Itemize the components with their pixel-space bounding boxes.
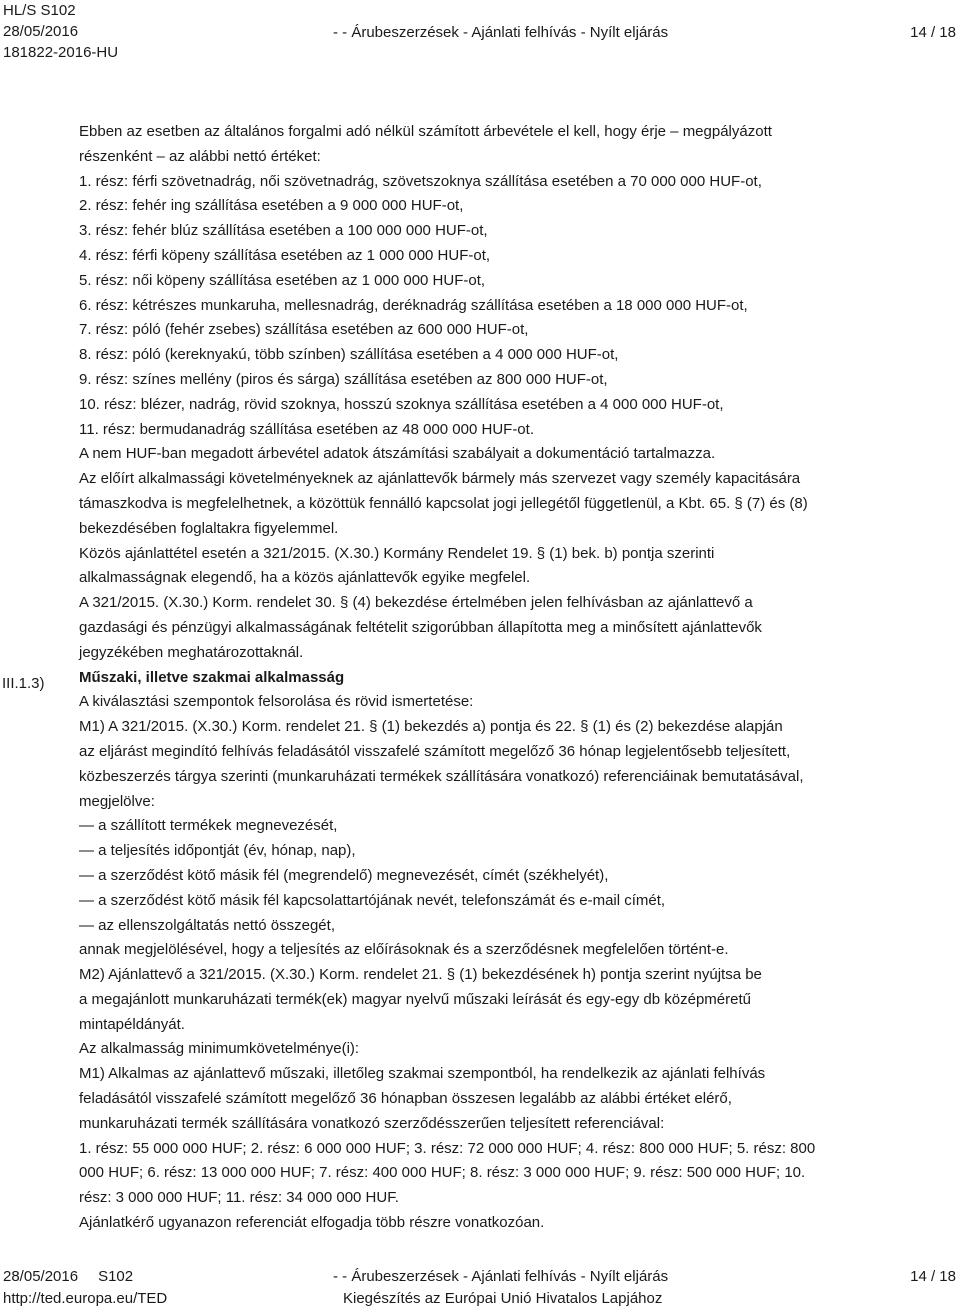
footer-page: 14 / 18 [910,1268,956,1285]
text-line: feladásától visszafelé számított megelőző 36 hónapban összesen legalább az alábbi értéket elérő, [79,1090,732,1108]
list-item: — az ellenszolgáltatás nettó összegét, [79,916,335,934]
document-body [79,120,947,1236]
footer-left [3,1266,167,1310]
text-line: A kiválasztási szempontok felsorolása és rövid ismertetése: [79,693,474,711]
text-line: 6. rész: kétrészes munkaruha, mellesnadrág, deréknadrág szállítása esetében a 18 000 000 HUF-ot, [79,296,748,314]
text-line: közbeszerzés tárgya szerinti (munkaruházati termékek szállítására vonatkozó) referenciáinak bemutatásával, [79,767,804,785]
text-line: Ajánlatkérő ugyanazon referenciát elfogadja több részre vonatkozóan. [79,1214,545,1232]
text-line: 4. rész: férfi köpeny szállítása esetében az 1 000 000 HUF-ot, [79,246,491,264]
footer-center [333,1266,668,1310]
text-line: mintapéldányát. [79,1015,185,1033]
header-title: - - Árubeszerzések - Ajánlati felhívás - Nyílt eljárás [333,24,669,41]
text-line: Az előírt alkalmassági követelményeknek az ajánlattevők bármely más szervezet vagy személy kapacitására [79,470,801,488]
text-line: támaszkodva is megfelelhetnek, a közöttük fennálló kapcsolat jogi jellegétől függetlenül, a Kbt. 65. § (7) és (8) [79,494,808,512]
text-line: alkalmasságnak elegendő, ha a közös ajánlattevők egyike megfelel. [79,569,531,587]
text-line: rész: 3 000 000 HUF; 11. rész: 34 000 000 HUF. [79,1189,399,1207]
text-line: Közös ajánlattétel esetén a 321/2015. (X.30.) Kormány Rendelet 19. § (1) bek. b) pontja szerinti [79,544,715,562]
text-line: A 321/2015. (X.30.) Korm. rendelet 30. § (4) bekezdése értelmében jelen felhívásban az ajánlattevő a [79,594,753,612]
footer-date: 28/05/2016 [3,1268,79,1285]
text-line: M2) Ajánlattevő a 321/2015. (X.30.) Korm. rendelet 21. § (1) bekezdésének h) pontja szerint nyújtsa be [79,966,762,984]
text-line: 1. rész: 55 000 000 HUF; 2. rész: 6 000 000 HUF; 3. rész: 72 000 000 HUF; 4. rész: 800 000 HUF; 5. rész: 800 [79,1139,816,1157]
section-number: III.1.3) [2,675,45,692]
list-item: — a szerződést kötő másik fél (megrendelő) megnevezését, címét (székhelyét), [79,866,609,884]
subsection-heading: Műszaki, illetve szakmai alkalmasság [79,668,345,686]
text-line: Az alkalmasság minimumkövetelménye(i): [79,1040,360,1058]
header-page: 14 / 18 [910,24,956,41]
text-line: megjelölve: [79,792,155,810]
text-line: munkaruházati termék szállítására vonatkozó szerződésszerűen teljesített referenciával: [79,1114,665,1132]
doc-id: HL/S S102 [3,2,76,19]
footer-code: S102 [98,1268,134,1285]
text-line: 3. rész: fehér blúz szállítása esetében a 100 000 000 HUF-ot, [79,222,488,240]
list-item: — a teljesítés időpontját (év, hónap, nap), [79,842,356,860]
list-item: — a szerződést kötő másik fél kapcsolattartójának nevét, telefonszámát és e-mail címét, [79,891,666,909]
footer-url[interactable]: http://ted.europa.eu/TED [3,1290,168,1307]
text-line: részenként – az alábbi nettó értéket: [79,147,321,165]
header-left [3,0,118,63]
text-line: 9. rész: színes mellény (piros és sárga) szállítása esetében az 800 000 HUF-ot, [79,370,608,388]
footer-title: - - Árubeszerzések - Ajánlati felhívás - Nyílt eljárás [333,1268,669,1285]
text-line: bekezdésében foglaltakra figyelemmel. [79,519,339,537]
text-line: gazdasági és pénzügyi alkalmasságának feltételit szigorúbban állapította meg a minősített ajánlattevők [79,618,762,636]
header-ref: 181822-2016-HU [3,44,119,61]
text-line: a megajánlott munkaruházati termék(ek) magyar nyelvű műszaki leírását és egy-egy db középméretű [79,990,751,1008]
text-line: 000 HUF; 6. rész: 13 000 000 HUF; 7. rész: 400 000 HUF; 8. rész: 3 000 000 HUF; 9. rész: 500 000 HUF; 10. [79,1164,806,1182]
text-line: 7. rész: póló (fehér zsebes) szállítása esetében az 600 000 HUF-ot, [79,321,529,339]
text-line: 11. rész: bermudanadrág szállítása esetében az 48 000 000 HUF-ot. [79,420,534,438]
text-line: 10. rész: blézer, nadrág, rövid szoknya, hosszú szoknya szállítása esetében a 4 000 000 HUF-ot, [79,395,724,413]
text-line: az eljárást megindító felhívás feladásától visszafelé számított megelőző 36 hónap legjelentősebb teljesített, [79,742,791,760]
text-line: annak megjelölésével, hogy a teljesítés az előírásoknak és a szerződésnek megfelelően történt-e. [79,941,729,959]
text-line: 5. rész: női köpeny szállítása esetében az 1 000 000 HUF-ot, [79,271,486,289]
text-line: A nem HUF-ban megadott árbevétel adatok átszámítási szabályait a dokumentáció tartalmazza. [79,445,716,463]
text-line: Ebben az esetben az általános forgalmi adó nélkül számított árbevétele el kell, hogy érje – megpályázott [79,123,772,140]
text-line: M1) A 321/2015. (X.30.) Korm. rendelet 21. § (1) bekezdés a) pontja és 22. § (1) és (2) bekezdése alapján [79,718,783,736]
list-item: — a szállított termékek megnevezését, [79,817,338,835]
text-line: jegyzékében meghatározottaknál. [79,643,304,661]
text-line: 8. rész: póló (kereknyakú, több színben) szállítása esetében a 4 000 000 HUF-ot, [79,346,619,364]
text-line: 2. rész: fehér ing szállítása esetében a 9 000 000 HUF-ot, [79,197,464,215]
text-line: M1) Alkalmas az ajánlattevő műszaki, illetőleg szakmai szempontból, ha rendelkezik az ajánlati felhívás [79,1065,766,1083]
footer-subtitle: Kiegészítés az Európai Unió Hivatalos Lapjához [343,1290,663,1307]
header-date: 28/05/2016 [3,23,79,40]
text-line: 1. rész: férfi szövetnadrág, női szövetnadrág, szövetszoknya szállítása esetében a 70 000 000 HUF-ot, [79,172,762,190]
